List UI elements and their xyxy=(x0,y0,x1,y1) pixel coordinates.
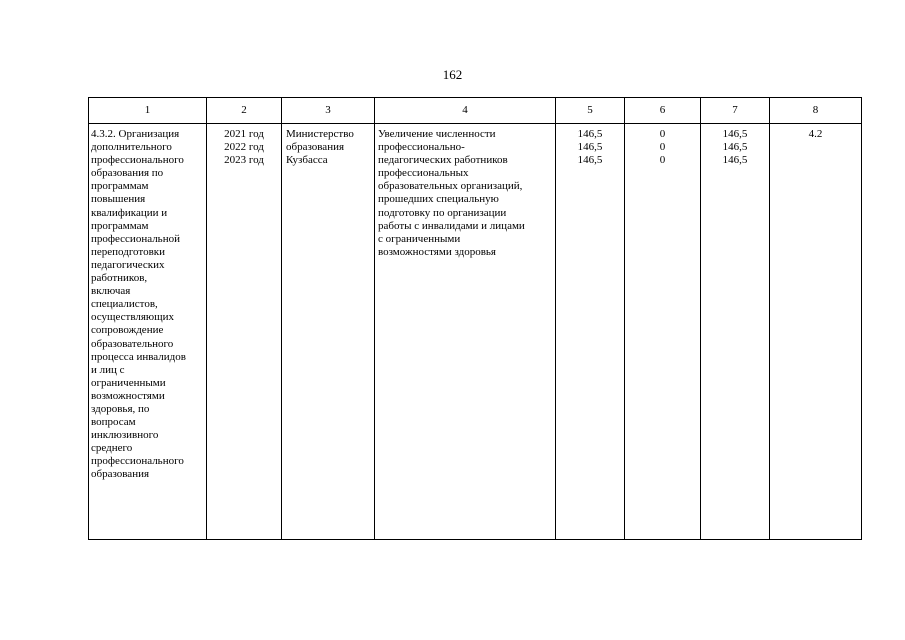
column-6-cell xyxy=(625,124,701,540)
result-line: с ограниченными xyxy=(378,232,461,245)
measure-line: профессионального xyxy=(91,154,184,167)
measure-line: осуществляющих xyxy=(91,311,174,324)
result-line: образовательных организаций, xyxy=(378,180,523,193)
result-line: подготовку по организации xyxy=(378,206,507,219)
measure-line: профессионального xyxy=(91,455,184,468)
measure-line: сопровождение xyxy=(91,324,164,337)
result-line: Увеличение численности xyxy=(378,128,496,140)
column-header-4: 4 xyxy=(375,98,556,124)
year-value: 2021 год xyxy=(224,128,264,140)
executor-line: Кузбасса xyxy=(286,154,328,167)
indicator-reference: 4.2 xyxy=(808,128,823,140)
measure-line: инклюзивного xyxy=(91,429,159,442)
measure-line: образования xyxy=(91,468,150,481)
measure-line: работников, xyxy=(91,272,148,285)
measure-line: возможностями xyxy=(91,389,165,402)
column-6-value: 0 xyxy=(659,141,666,154)
measure-line: программам xyxy=(91,180,149,193)
result-line: прошедших специальную xyxy=(378,193,499,206)
measure-line: среднего xyxy=(91,442,133,455)
result-line: работы с инвалидами и лицами xyxy=(378,219,525,232)
result-line: профессиональных xyxy=(378,167,469,180)
column-5-value: 146,5 xyxy=(577,141,603,154)
column-5-value: 146,5 xyxy=(577,128,603,140)
table-row xyxy=(89,124,862,540)
column-6-value: 0 xyxy=(659,128,666,140)
column-8-cell xyxy=(770,124,862,540)
column-header-8: 8 xyxy=(770,98,862,124)
measure-line: вопросам xyxy=(91,416,136,429)
measure-line: процесса инвалидов xyxy=(91,350,186,363)
column-header-2: 2 xyxy=(207,98,282,124)
column-header-5: 5 xyxy=(556,98,625,124)
column-header-1: 1 xyxy=(89,98,207,124)
page-number: 162 xyxy=(442,67,463,82)
measure-line: программам xyxy=(91,219,149,232)
column-header-6: 6 xyxy=(625,98,701,124)
year-value: 2022 год xyxy=(224,141,264,154)
executor-cell xyxy=(282,124,375,540)
result-line: возможностями здоровья xyxy=(378,245,496,258)
executor-line: Министерство xyxy=(286,128,354,140)
measure-line: специалистов, xyxy=(91,298,158,311)
measure-line: и лиц с xyxy=(91,363,125,376)
column-7-value: 146,5 xyxy=(722,128,748,140)
measure-line: профессиональной xyxy=(91,232,180,245)
result-line: педагогических работников xyxy=(378,154,508,167)
measure-line: образования по xyxy=(91,167,164,180)
column-header-7: 7 xyxy=(701,98,770,124)
header-row xyxy=(89,98,862,124)
years-cell xyxy=(207,124,282,540)
measure-line: повышения xyxy=(91,193,146,206)
column-7-value: 146,5 xyxy=(722,154,748,167)
executor-line: образования xyxy=(286,141,345,154)
measure-line: переподготовки xyxy=(91,245,165,258)
program-table xyxy=(88,97,862,540)
measure-line: квалификации и xyxy=(91,206,168,219)
measure-line: педагогических xyxy=(91,258,165,271)
column-6-value: 0 xyxy=(659,154,666,167)
column-7-cell xyxy=(701,124,770,540)
column-header-3: 3 xyxy=(282,98,375,124)
measure-line: включая xyxy=(91,285,131,298)
measure-line: дополнительного xyxy=(91,141,172,154)
result-line: профессионально- xyxy=(378,141,465,154)
measure-line: ограниченными xyxy=(91,376,166,389)
result-cell xyxy=(375,124,556,540)
measure-line: 4.3.2. Организация xyxy=(91,128,180,140)
measure-cell xyxy=(89,124,207,540)
column-7-value: 146,5 xyxy=(722,141,748,154)
measure-line: здоровья, по xyxy=(91,402,150,415)
measure-line: образовательного xyxy=(91,337,174,350)
year-value: 2023 год xyxy=(224,154,264,167)
column-5-value: 146,5 xyxy=(577,154,603,167)
column-5-cell xyxy=(556,124,625,540)
